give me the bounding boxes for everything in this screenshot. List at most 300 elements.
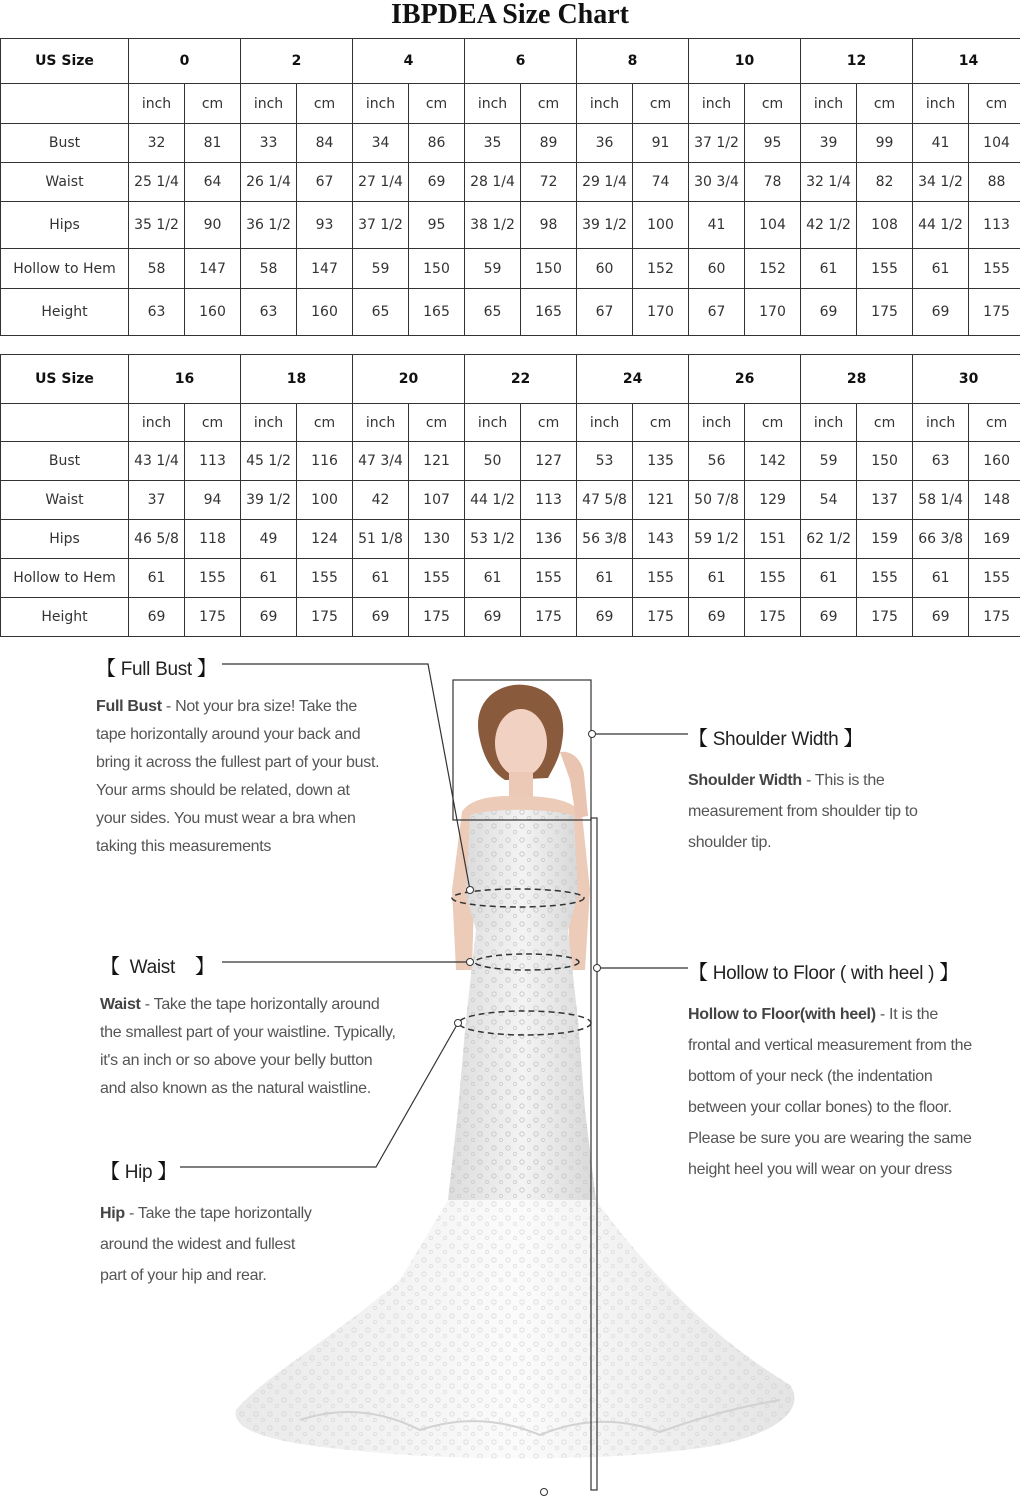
cm-cell: 155 xyxy=(409,559,465,598)
inch-cell: 58 xyxy=(129,249,185,289)
cm-cell: 107 xyxy=(409,481,465,520)
inch-cell: 58 xyxy=(241,249,297,289)
shoulder-width-heading-text: Shoulder Width xyxy=(712,729,839,750)
bracket-close: 】 xyxy=(939,962,959,984)
cm-cell: 69 xyxy=(409,163,465,202)
inch-cell: 60 xyxy=(689,249,745,289)
desc-line: bring it across the fullest part of your bust. xyxy=(96,754,380,771)
empty-cell xyxy=(1,84,129,124)
inch-cell: 37 1/2 xyxy=(353,202,409,249)
cm-cell: 129 xyxy=(745,481,801,520)
inch-cell: 61 xyxy=(913,559,969,598)
inch-cell: 30 3/4 xyxy=(689,163,745,202)
desc-line: - This is the xyxy=(801,772,885,789)
hollow-to-floor-description xyxy=(688,999,998,1185)
size-header-cell: 18 xyxy=(241,355,353,404)
inch-cell: 61 xyxy=(129,559,185,598)
inch-cell: 63 xyxy=(913,442,969,481)
size-header-cell: 12 xyxy=(801,39,913,84)
inch-cell: 37 1/2 xyxy=(689,124,745,163)
inch-cell: 69 xyxy=(129,598,185,637)
unit-cell: cm xyxy=(745,84,801,124)
cm-cell: 155 xyxy=(297,559,353,598)
cm-cell: 155 xyxy=(857,249,913,289)
size-header-row xyxy=(1,355,1020,404)
hip-section xyxy=(100,1155,360,1291)
desc-line: measurement from shoulder tip to xyxy=(688,803,918,820)
row-label: Hips xyxy=(1,202,129,249)
inch-cell: 32 1/4 xyxy=(801,163,857,202)
cm-cell: 175 xyxy=(633,598,689,637)
unit-cell: cm xyxy=(521,404,577,442)
inch-cell: 61 xyxy=(241,559,297,598)
inch-cell: 45 1/2 xyxy=(241,442,297,481)
unit-cell: cm xyxy=(857,84,913,124)
inch-cell: 44 1/2 xyxy=(913,202,969,249)
size-header-cell: 26 xyxy=(689,355,801,404)
unit-cell: inch xyxy=(689,404,745,442)
cm-cell: 175 xyxy=(745,598,801,637)
inch-cell: 65 xyxy=(353,289,409,336)
shoulder-width-section xyxy=(688,722,988,858)
desc-line: your sides. You must wear a bra when xyxy=(96,810,356,827)
inch-cell: 53 1/2 xyxy=(465,520,521,559)
inch-cell: 61 xyxy=(465,559,521,598)
cm-cell: 169 xyxy=(969,520,1020,559)
unit-cell: inch xyxy=(465,84,521,124)
inch-cell: 47 3/4 xyxy=(353,442,409,481)
leader-dot xyxy=(541,1489,548,1496)
desc-line: - Take the tape horizontally around xyxy=(140,996,380,1013)
unit-row xyxy=(1,84,1020,124)
table-row xyxy=(1,520,1020,559)
inch-cell: 38 1/2 xyxy=(465,202,521,249)
unit-cell: inch xyxy=(913,404,969,442)
cm-cell: 175 xyxy=(409,598,465,637)
measurement-guide xyxy=(0,640,1020,1500)
unit-cell: inch xyxy=(353,84,409,124)
cm-cell: 94 xyxy=(185,481,241,520)
inch-cell: 62 1/2 xyxy=(801,520,857,559)
cm-cell: 100 xyxy=(297,481,353,520)
cm-cell: 99 xyxy=(857,124,913,163)
size-header-cell: 28 xyxy=(801,355,913,404)
cm-cell: 121 xyxy=(633,481,689,520)
desc-line: taking this measurements xyxy=(96,838,272,855)
unit-cell: cm xyxy=(969,404,1020,442)
unit-cell: inch xyxy=(241,404,297,442)
cm-cell: 124 xyxy=(297,520,353,559)
leader-dot xyxy=(467,887,474,894)
size-table-small xyxy=(0,38,1020,336)
bracket-open: 【 xyxy=(100,1161,120,1183)
inch-cell: 61 xyxy=(801,559,857,598)
bracket-open: 【 xyxy=(96,658,116,680)
inch-cell: 54 xyxy=(801,481,857,520)
waist-term: Waist xyxy=(100,996,141,1013)
table-row xyxy=(1,249,1020,289)
table-row xyxy=(1,124,1020,163)
bracket-open: 【 xyxy=(688,728,708,750)
full-bust-section xyxy=(96,652,416,861)
unit-cell: cm xyxy=(745,404,801,442)
full-bust-description xyxy=(96,693,416,861)
inch-cell: 42 1/2 xyxy=(801,202,857,249)
desc-line: shoulder tip. xyxy=(688,834,772,851)
inch-cell: 46 5/8 xyxy=(129,520,185,559)
cm-cell: 175 xyxy=(969,289,1020,336)
size-header-cell: 24 xyxy=(577,355,689,404)
desc-line: the smallest part of your waistline. Typically, xyxy=(100,1024,396,1041)
inch-cell: 34 xyxy=(353,124,409,163)
full-bust-term: Full Bust xyxy=(96,698,162,715)
desc-line: bottom of your neck (the indentation xyxy=(688,1068,933,1085)
cm-cell: 74 xyxy=(633,163,689,202)
cm-cell: 155 xyxy=(633,559,689,598)
leader-dot xyxy=(589,731,596,738)
desc-line: around the widest and fullest xyxy=(100,1236,295,1253)
bracket-close: 】 xyxy=(157,1161,177,1183)
inch-cell: 44 1/2 xyxy=(465,481,521,520)
inch-cell: 56 3/8 xyxy=(577,520,633,559)
cm-cell: 98 xyxy=(521,202,577,249)
cm-cell: 104 xyxy=(745,202,801,249)
cm-cell: 95 xyxy=(409,202,465,249)
cm-cell: 130 xyxy=(409,520,465,559)
desc-line: - Take the tape horizontally xyxy=(124,1205,312,1222)
cm-cell: 72 xyxy=(521,163,577,202)
inch-cell: 29 1/4 xyxy=(577,163,633,202)
cm-cell: 170 xyxy=(745,289,801,336)
inch-cell: 69 xyxy=(241,598,297,637)
waist-heading-text: Waist xyxy=(129,957,175,978)
row-label: Waist xyxy=(1,481,129,520)
row-label: Height xyxy=(1,289,129,336)
shoulder-width-description xyxy=(688,765,988,858)
inch-cell: 25 1/4 xyxy=(129,163,185,202)
cm-cell: 143 xyxy=(633,520,689,559)
inch-cell: 69 xyxy=(801,598,857,637)
bracket-open: 【 xyxy=(688,962,708,984)
cm-cell: 155 xyxy=(185,559,241,598)
cm-cell: 175 xyxy=(185,598,241,637)
size-header-cell: 2 xyxy=(241,39,353,84)
cm-cell: 150 xyxy=(857,442,913,481)
bracket-close: 】 xyxy=(843,728,864,750)
inch-cell: 41 xyxy=(913,124,969,163)
cm-cell: 108 xyxy=(857,202,913,249)
cm-cell: 150 xyxy=(409,249,465,289)
unit-cell: inch xyxy=(465,404,521,442)
cm-cell: 93 xyxy=(297,202,353,249)
inch-cell: 67 xyxy=(577,289,633,336)
desc-line: Your arms should be related, down at xyxy=(96,782,350,799)
desc-line: tape horizontally around your back and xyxy=(96,726,361,743)
inch-cell: 61 xyxy=(577,559,633,598)
inch-cell: 69 xyxy=(689,598,745,637)
inch-cell: 63 xyxy=(129,289,185,336)
cm-cell: 155 xyxy=(745,559,801,598)
unit-cell: cm xyxy=(409,84,465,124)
cm-cell: 152 xyxy=(633,249,689,289)
unit-cell: inch xyxy=(129,84,185,124)
inch-cell: 43 1/4 xyxy=(129,442,185,481)
desc-line: part of your hip and rear. xyxy=(100,1267,267,1284)
cm-cell: 175 xyxy=(857,289,913,336)
cm-cell: 155 xyxy=(969,559,1020,598)
size-header-cell: 8 xyxy=(577,39,689,84)
cm-cell: 121 xyxy=(409,442,465,481)
inch-cell: 50 xyxy=(465,442,521,481)
size-chart-title: IBPDEA Size Chart xyxy=(391,0,629,30)
unit-cell: cm xyxy=(633,84,689,124)
cm-cell: 113 xyxy=(185,442,241,481)
unit-cell: cm xyxy=(857,404,913,442)
unit-cell: cm xyxy=(297,84,353,124)
unit-cell: inch xyxy=(241,84,297,124)
desc-line: - Not your bra size! Take the xyxy=(161,698,357,715)
row-label: Bust xyxy=(1,124,129,163)
cm-cell: 137 xyxy=(857,481,913,520)
desc-line: frontal and vertical measurement from the xyxy=(688,1037,972,1054)
desc-line: Please be sure you are wearing the same xyxy=(688,1130,972,1147)
hip-term: Hip xyxy=(100,1205,125,1222)
inch-cell: 36 1/2 xyxy=(241,202,297,249)
cm-cell: 155 xyxy=(969,249,1020,289)
hip-heading xyxy=(100,1155,360,1184)
table-row xyxy=(1,289,1020,336)
inch-cell: 69 xyxy=(577,598,633,637)
cm-cell: 147 xyxy=(297,249,353,289)
inch-cell: 67 xyxy=(689,289,745,336)
waist-heading xyxy=(100,950,430,979)
cm-cell: 150 xyxy=(521,249,577,289)
cm-cell: 165 xyxy=(409,289,465,336)
hollow-to-floor-term: Hollow to Floor(with heel) xyxy=(688,1006,876,1023)
inch-cell: 59 xyxy=(353,249,409,289)
cm-cell: 82 xyxy=(857,163,913,202)
inch-cell: 59 xyxy=(801,442,857,481)
cm-cell: 155 xyxy=(857,559,913,598)
inch-cell: 47 5/8 xyxy=(577,481,633,520)
cm-cell: 78 xyxy=(745,163,801,202)
bracket-close: 】 xyxy=(194,956,215,978)
inch-cell: 69 xyxy=(913,289,969,336)
inch-cell: 61 xyxy=(689,559,745,598)
table-row xyxy=(1,202,1020,249)
unit-cell: cm xyxy=(521,84,577,124)
full-bust-heading xyxy=(96,652,416,681)
cm-cell: 165 xyxy=(521,289,577,336)
unit-cell: inch xyxy=(913,84,969,124)
unit-cell: cm xyxy=(185,84,241,124)
inch-cell: 42 xyxy=(353,481,409,520)
unit-cell: cm xyxy=(185,404,241,442)
size-header-cell: 4 xyxy=(353,39,465,84)
inch-cell: 33 xyxy=(241,124,297,163)
inch-cell: 35 xyxy=(465,124,521,163)
full-bust-heading-text: Full Bust xyxy=(120,659,192,680)
cm-cell: 170 xyxy=(633,289,689,336)
table-row xyxy=(1,598,1020,637)
unit-cell: cm xyxy=(633,404,689,442)
cm-cell: 160 xyxy=(297,289,353,336)
hip-description xyxy=(100,1198,360,1291)
inch-cell: 39 1/2 xyxy=(241,481,297,520)
desc-line: between your collar bones) to the floor. xyxy=(688,1099,952,1116)
cm-cell: 155 xyxy=(521,559,577,598)
cm-cell: 152 xyxy=(745,249,801,289)
size-header-cell: 20 xyxy=(353,355,465,404)
cm-cell: 159 xyxy=(857,520,913,559)
cm-cell: 67 xyxy=(297,163,353,202)
unit-cell: inch xyxy=(689,84,745,124)
cm-cell: 86 xyxy=(409,124,465,163)
row-label: Hollow to Hem xyxy=(1,249,129,289)
inch-cell: 59 1/2 xyxy=(689,520,745,559)
cm-cell: 81 xyxy=(185,124,241,163)
inch-cell: 63 xyxy=(241,289,297,336)
cm-cell: 104 xyxy=(969,124,1020,163)
cm-cell: 175 xyxy=(297,598,353,637)
cm-cell: 116 xyxy=(297,442,353,481)
cm-cell: 175 xyxy=(857,598,913,637)
size-header-cell: 30 xyxy=(913,355,1020,404)
size-header-cell: 14 xyxy=(913,39,1020,84)
cm-cell: 90 xyxy=(185,202,241,249)
size-header-cell: 22 xyxy=(465,355,577,404)
inch-cell: 39 xyxy=(801,124,857,163)
table-row xyxy=(1,559,1020,598)
inch-cell: 51 1/8 xyxy=(353,520,409,559)
inch-cell: 66 3/8 xyxy=(913,520,969,559)
inch-cell: 39 1/2 xyxy=(577,202,633,249)
inch-cell: 27 1/4 xyxy=(353,163,409,202)
desc-line: - It is the xyxy=(875,1006,938,1023)
inch-cell: 53 xyxy=(577,442,633,481)
inch-cell: 69 xyxy=(913,598,969,637)
cm-cell: 100 xyxy=(633,202,689,249)
cm-cell: 113 xyxy=(521,481,577,520)
size-header-cell: 16 xyxy=(129,355,241,404)
inch-cell: 36 xyxy=(577,124,633,163)
table-row xyxy=(1,163,1020,202)
inch-cell: 56 xyxy=(689,442,745,481)
shoulder-width-heading xyxy=(688,722,988,751)
unit-cell: inch xyxy=(801,84,857,124)
empty-cell xyxy=(1,404,129,442)
cm-cell: 118 xyxy=(185,520,241,559)
inch-cell: 37 xyxy=(129,481,185,520)
us-size-label: US Size xyxy=(1,39,129,84)
row-label: Hips xyxy=(1,520,129,559)
cm-cell: 175 xyxy=(521,598,577,637)
cm-cell: 142 xyxy=(745,442,801,481)
table-row xyxy=(1,442,1020,481)
inch-cell: 32 xyxy=(129,124,185,163)
desc-line: it's an inch or so above your belly button xyxy=(100,1052,373,1069)
waist-description xyxy=(100,991,430,1103)
hollow-to-floor-heading xyxy=(688,956,998,985)
unit-cell: cm xyxy=(969,84,1020,124)
cm-cell: 151 xyxy=(745,520,801,559)
us-size-label: US Size xyxy=(1,355,129,404)
cm-cell: 64 xyxy=(185,163,241,202)
cm-cell: 147 xyxy=(185,249,241,289)
unit-row xyxy=(1,404,1020,442)
unit-cell: inch xyxy=(577,84,633,124)
size-header-row xyxy=(1,39,1020,84)
unit-cell: inch xyxy=(801,404,857,442)
cm-cell: 88 xyxy=(969,163,1020,202)
row-label: Bust xyxy=(1,442,129,481)
inch-cell: 69 xyxy=(801,289,857,336)
inch-cell: 35 1/2 xyxy=(129,202,185,249)
hollow-to-floor-section xyxy=(688,956,998,1185)
leader-dot xyxy=(467,959,474,966)
inch-cell: 50 7/8 xyxy=(689,481,745,520)
cm-cell: 84 xyxy=(297,124,353,163)
cm-cell: 113 xyxy=(969,202,1020,249)
unit-cell: inch xyxy=(129,404,185,442)
hollow-to-floor-heading-text: Hollow to Floor ( with heel ) xyxy=(712,963,935,984)
shoulder-width-term: Shoulder Width xyxy=(688,772,802,789)
leader-dot xyxy=(455,1020,462,1027)
cm-cell: 160 xyxy=(185,289,241,336)
inch-cell: 69 xyxy=(465,598,521,637)
unit-cell: inch xyxy=(577,404,633,442)
bracket-close: 】 xyxy=(196,658,217,680)
inch-cell: 61 xyxy=(801,249,857,289)
row-label: Waist xyxy=(1,163,129,202)
unit-cell: cm xyxy=(409,404,465,442)
inch-cell: 58 1/4 xyxy=(913,481,969,520)
inch-cell: 41 xyxy=(689,202,745,249)
inch-cell: 28 1/4 xyxy=(465,163,521,202)
size-table-large xyxy=(0,354,1020,637)
row-label: Height xyxy=(1,598,129,637)
inch-cell: 69 xyxy=(353,598,409,637)
size-header-cell: 10 xyxy=(689,39,801,84)
leader-dot xyxy=(594,965,601,972)
size-header-cell: 6 xyxy=(465,39,577,84)
cm-cell: 127 xyxy=(521,442,577,481)
cm-cell: 175 xyxy=(969,598,1020,637)
unit-cell: inch xyxy=(353,404,409,442)
inch-cell: 60 xyxy=(577,249,633,289)
inch-cell: 61 xyxy=(913,249,969,289)
inch-cell: 65 xyxy=(465,289,521,336)
waist-section xyxy=(100,950,430,1103)
row-label: Hollow to Hem xyxy=(1,559,129,598)
bracket-open: 【 xyxy=(100,956,120,978)
cm-cell: 91 xyxy=(633,124,689,163)
cm-cell: 136 xyxy=(521,520,577,559)
inch-cell: 49 xyxy=(241,520,297,559)
inch-cell: 59 xyxy=(465,249,521,289)
desc-line: height heel you will wear on your dress xyxy=(688,1161,953,1178)
unit-cell: cm xyxy=(297,404,353,442)
cm-cell: 89 xyxy=(521,124,577,163)
cm-cell: 148 xyxy=(969,481,1020,520)
hip-heading-text: Hip xyxy=(124,1162,153,1183)
cm-cell: 135 xyxy=(633,442,689,481)
size-header-cell: 0 xyxy=(129,39,241,84)
desc-line: and also known as the natural waistline. xyxy=(100,1080,371,1097)
inch-cell: 26 1/4 xyxy=(241,163,297,202)
inch-cell: 61 xyxy=(353,559,409,598)
inch-cell: 34 1/2 xyxy=(913,163,969,202)
